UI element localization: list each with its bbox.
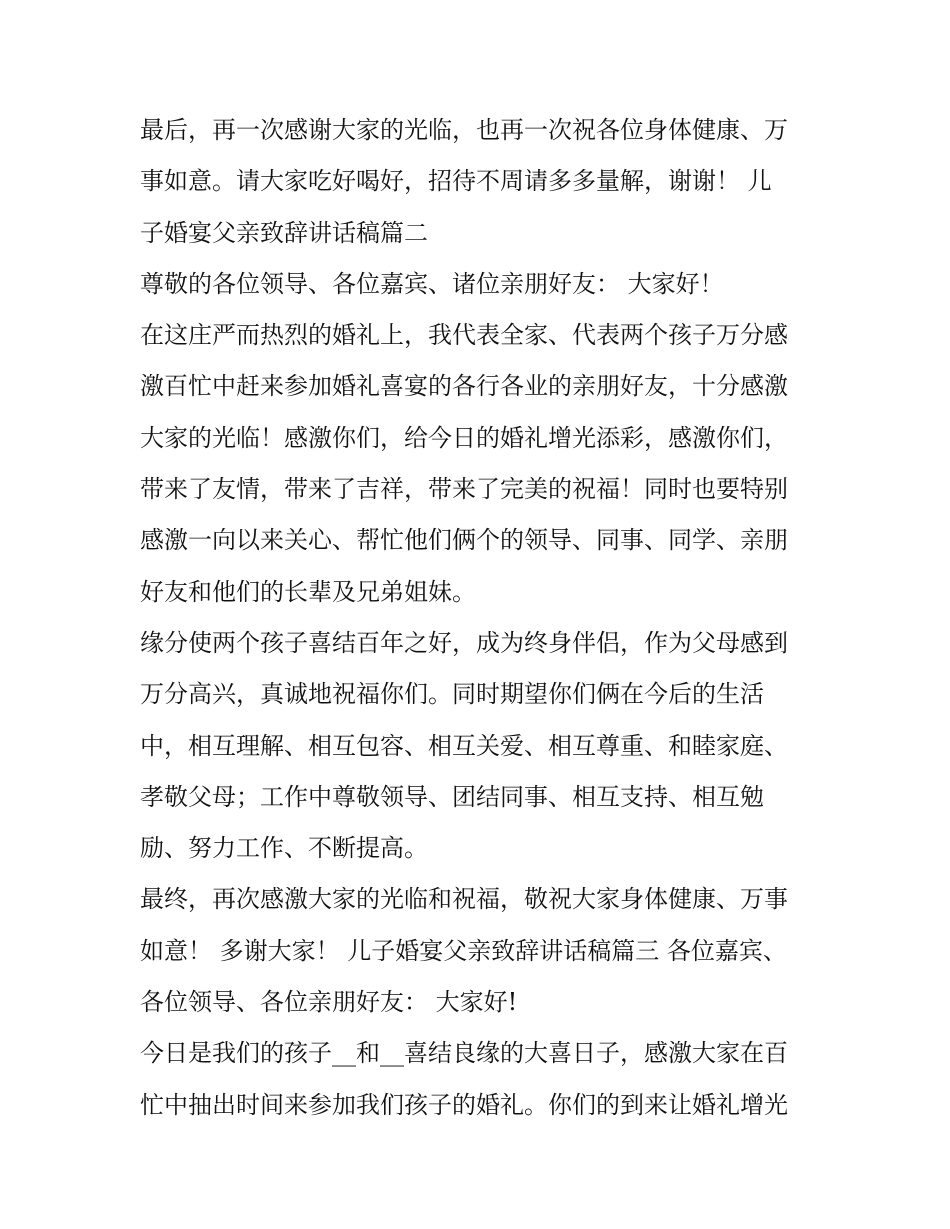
text-line: 事如意。请大家吃好喝好，招待不周请多多量解，谢谢！ 儿 [140,167,772,196]
text-line: 最后，再一次感谢大家的光临，也再一次祝各位身体健康、万 [140,116,788,144]
body-text [140,105,820,1131]
text-line: 万分高兴，真诚地祝福你们。同时期望你们俩在今后的生活 [140,680,764,709]
text-line: 在这庄严而热烈的婚礼上，我代表全家、代表两个孩子万分感 [140,321,788,350]
text-line: 感激一向以来关心、帮忙他们俩个的领导、同事、同学、亲朋 [140,526,788,555]
text-line: 尊敬的各位领导、各位嘉宾、诸位亲朋好友： 大家好！ [140,269,724,298]
text-line: 中，相互理解、相互包容、相互关爱、相互尊重、和睦家庭、 [140,731,788,760]
text-line: 最终，再次感激大家的光临和祝福，敬祝大家身体健康、万事 [140,885,788,914]
text-line: 缘分使两个孩子喜结百年之好，成为终身伴侣，作为父母感到 [140,628,788,657]
text-line: 各位领导、各位亲朋好友： 大家好! [140,988,518,1017]
text-line: 大家的光临！感激你们，给今日的婚礼增光添彩，感激你们， [140,423,788,452]
text-line: 子婚宴父亲致辞讲话稿篇二 [140,218,428,247]
text-line: 励、努力工作、不断提高。 [140,834,428,863]
text-line: 激百忙中赶来参加婚礼喜宴的各行各业的亲朋好友，十分感激 [140,372,788,401]
text-line: 今日是我们的孩子__和__喜结良缘的大喜日子，感激大家在百 [140,1039,788,1068]
text-line: 好友和他们的长辈及兄弟姐妹。 [140,577,476,606]
text-line: 如意！ 多谢大家！ 儿子婚宴父亲致辞讲话稿篇三 各位嘉宾、 [140,936,787,965]
text-line: 孝敬父母；工作中尊敬领导、团结同事、相互支持、相互勉 [140,782,764,811]
text-line: 忙中抽出时间来参加我们孩子的婚礼。你们的到来让婚礼增光 [140,1090,788,1119]
text-line: 带来了友情，带来了吉祥，带来了完美的祝福！同时也要特别 [140,475,788,504]
